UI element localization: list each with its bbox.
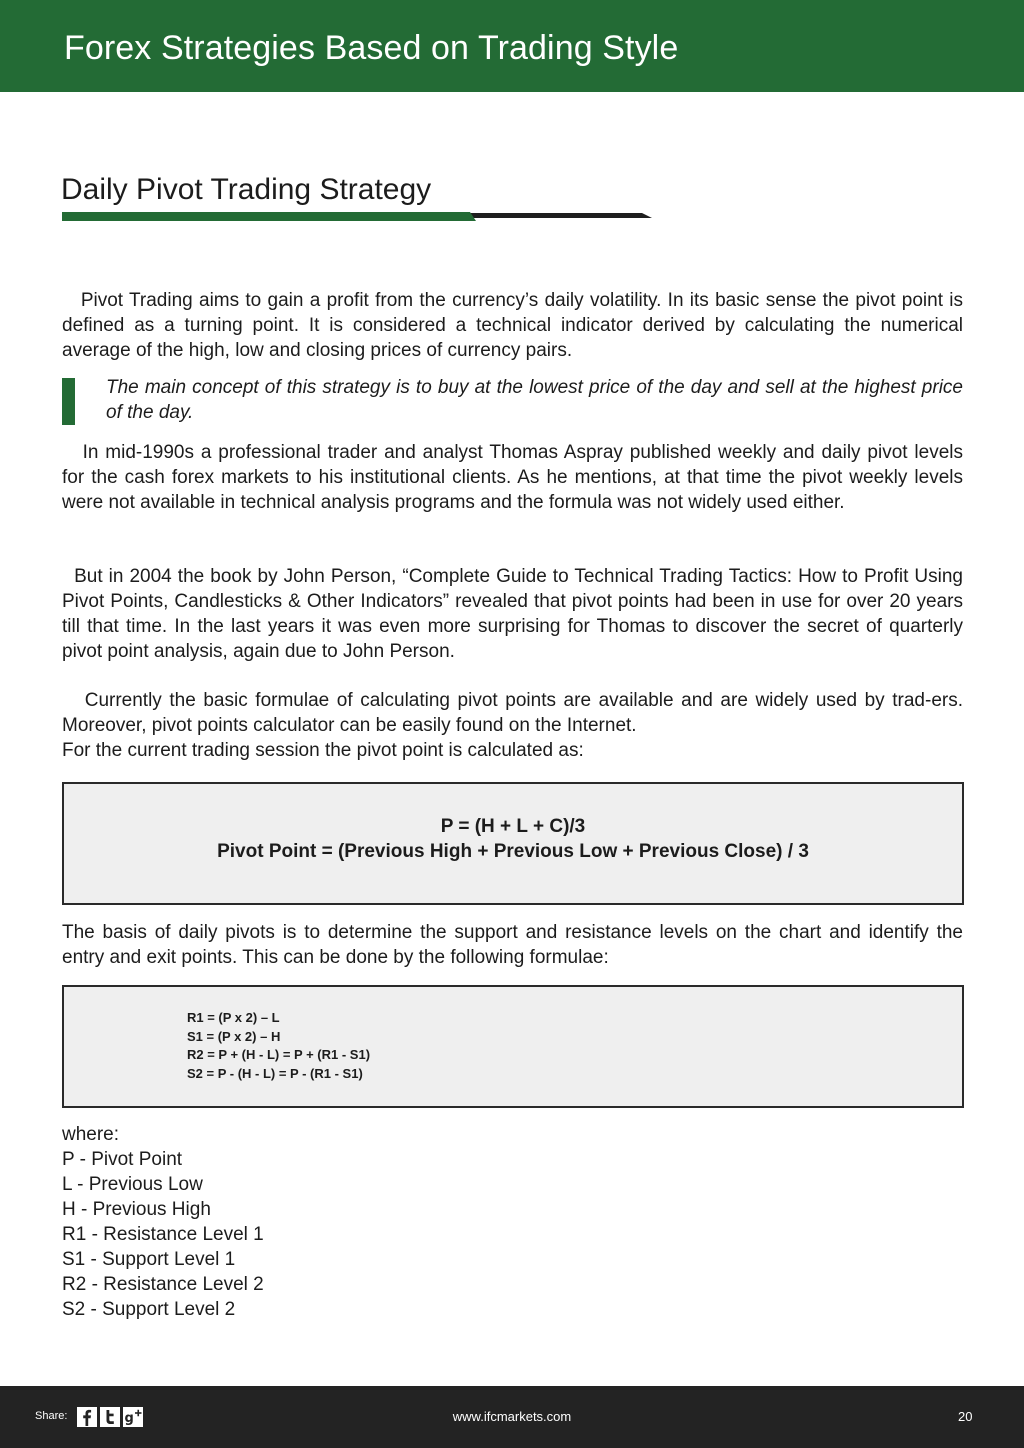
levels-formula-box <box>62 985 964 1108</box>
pivot-calc-lead: For the current trading session the pivot point is calculated as: <box>62 740 584 761</box>
page-number: 20 <box>958 1409 973 1424</box>
page-header-title: Forex Strategies Based on Trading Style <box>64 29 679 67</box>
title-underline <box>62 211 652 221</box>
formulae-intro <box>62 688 963 763</box>
legend-list <box>62 1122 264 1322</box>
formula-r2: R2 = P + (H - L) = P + (R1 - S1) <box>187 1047 371 1062</box>
history-paragraph: In mid-1990s a professional trader and analyst Thomas Aspray published weekly and daily pivot levels for the cash forex markets to his institutional clients. As he mentions, at that time the pivot weekly levels were not available in technical analysis programs and the formula was not widely used either. <box>62 442 963 513</box>
footer-bar <box>0 1386 1024 1448</box>
legend-item: S1 - Support Level 1 <box>62 1249 236 1270</box>
legend-intro: where: <box>62 1124 120 1145</box>
formula-s1: S1 = (P x 2) – H <box>187 1028 281 1044</box>
legend-item: S2 - Support Level 2 <box>62 1299 236 1320</box>
legend-item: R1 - Resistance Level 1 <box>62 1224 264 1245</box>
book-paragraph: But in 2004 the book by John Person, “Complete Guide to Technical Trading Tactics: How to Profit Using Pivot Points, Candlesticks & Other Indicators” revealed that pivot points had been in use for over 20 years till that time. In the last years it was even more surprising for Thomas to discover the secret of quarterly pivot point analysis, again due to John Person. <box>62 566 963 662</box>
pivot-formula-long: Pivot Point = (Previous High + Previous Low + Previous Close) / 3 <box>217 841 809 862</box>
formula-s2: S2 = P - (H - L) = P - (R1 - S1) <box>187 1065 363 1081</box>
website-url[interactable]: www.ifcmarkets.com <box>452 1409 572 1424</box>
legend-item: L - Previous Low <box>62 1174 203 1195</box>
pivot-formula-short: P = (H + L + C)/3 <box>440 816 586 837</box>
intro-paragraph: Pivot Trading aims to gain a profit from the currency’s daily volatility. In its basic sense the pivot point is defined as a turning point. It is considered a technical indicator derived by calculating the numerical average of the high, low and closing prices of currency pairs. <box>62 290 963 361</box>
header-bar <box>0 0 1024 92</box>
section-title: Daily Pivot Trading Strategy <box>61 173 432 206</box>
key-concept-quote: The main concept of this strategy is to buy at the lowest price of the day and sell at the highest price of the day. <box>106 377 963 423</box>
svg-text:g: g <box>124 1411 134 1426</box>
legend-item: P - Pivot Point <box>62 1149 183 1170</box>
support-resistance-paragraph: The basis of daily pivots is to determine the support and resistance levels on the chart and identify the entry and exit points. This can be done by the following formulae: <box>62 922 963 968</box>
legend-item: H - Previous High <box>62 1199 211 1220</box>
formula-r1: R1 = (P x 2) – L <box>187 1010 280 1025</box>
formulae-availability-text: Currently the basic formulae of calculating pivot points are available and are widely used by trad-ers. Moreover, pivot points calculator can be easily found on the Internet. <box>62 690 963 736</box>
pivot-formula-box <box>62 782 964 905</box>
legend-item: R2 - Resistance Level 2 <box>62 1274 264 1295</box>
share-label: Share: <box>35 1410 68 1422</box>
quote-marker <box>62 378 75 425</box>
